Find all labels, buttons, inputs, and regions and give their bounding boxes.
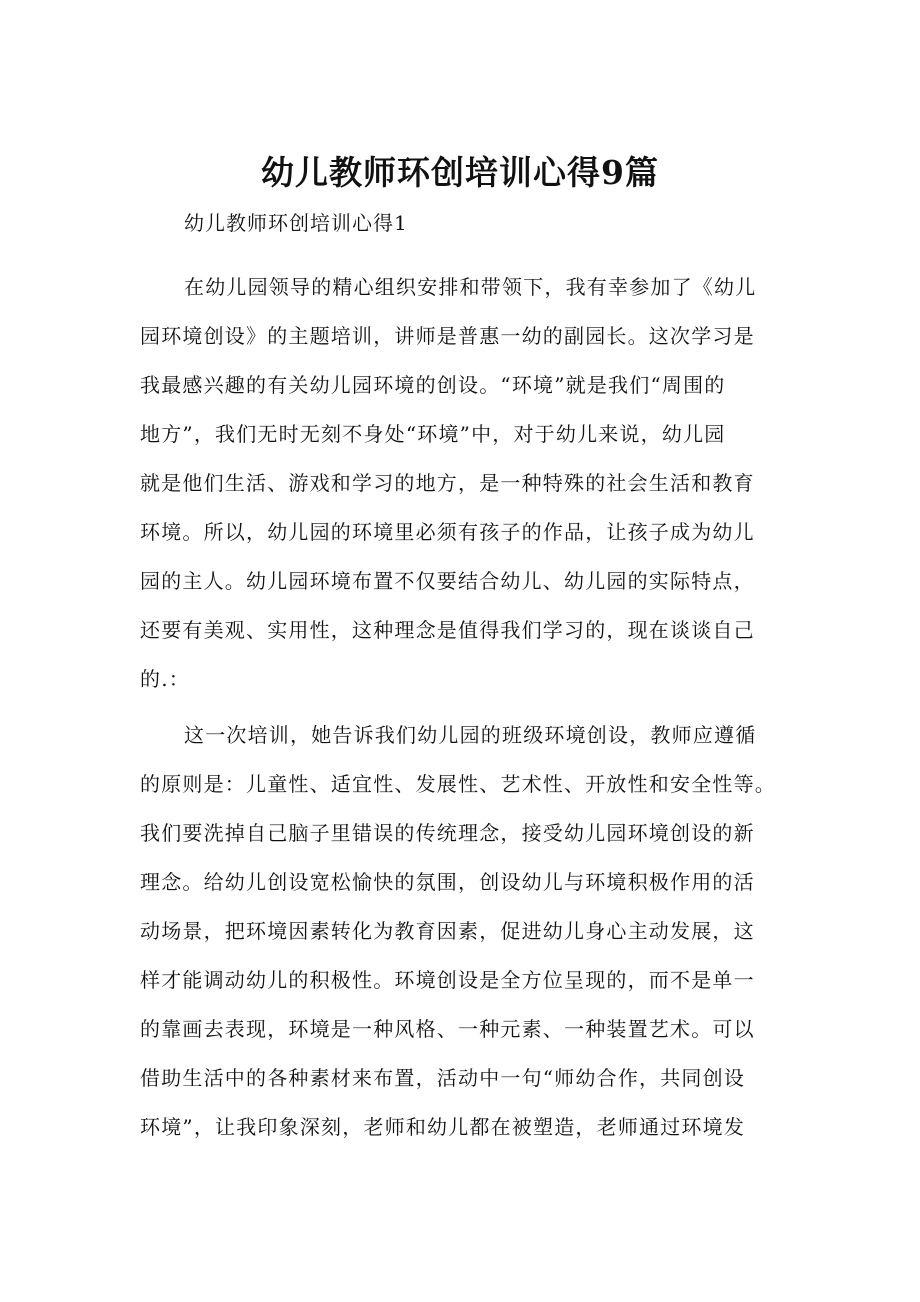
paragraph [140,720,820,1161]
paragraph-line: 环境”，让我印象深刻，老师和幼儿都在被塑造，老师通过环境发 [140,1115,746,1139]
paragraph-line: 借助生活中的各种素材来布置，活动中一句“师幼合作，共同创设 [140,1066,746,1090]
paragraph-line: 地方”，我们无时无刻不身处“环境”中，对于幼儿来说，幼儿园 [140,422,726,446]
paragraph-line: 的原则是：儿童性、适宜性、发展性、艺术性、开放性和安全性等。 [140,772,776,796]
paragraph-line: 环境。所以，幼儿园的环境里必须有孩子的作品，让孩子成为幼儿 [140,520,755,544]
paragraph-line: 我们要洗掉自己脑子里错误的传统理念，接受幼儿园环境创设的新 [140,821,755,845]
paragraph-line: 的.： [140,667,190,691]
paragraph-line: 园环境创设》的主题培训，讲师是普惠一幼的副园长。这次学习是 [140,324,755,348]
paragraph-line: 的靠画去表现，环境是一种风格、一种元素、一种装置艺术。可以 [140,1017,755,1041]
paragraph-line: 园的主人。幼儿园环境布置不仅要结合幼儿、幼儿园的实际特点， [140,569,755,593]
paragraph-line: 在幼儿园领导的精心组织安排和带领下，我有幸参加了《幼儿 [184,275,757,299]
document-title: 幼儿教师环创培训心得9篇 [261,153,659,192]
paragraph-line: 还要有美观、实用性，这种理念是值得我们学习的，现在谈谈自己 [140,618,755,642]
paragraph-line: 这一次培训，她告诉我们幼儿园的班级环境创设，教师应遵循 [184,723,757,747]
paragraph-line: 动场景，把环境因素转化为教育因素，促进幼儿身心主动发展，这 [140,919,755,943]
paragraph-line: 理念。给幼儿创设宽松愉快的氛围，创设幼儿与环境积极作用的活 [140,870,755,894]
paragraph [140,272,820,713]
paragraph-line: 就是他们生活、游戏和学习的地方，是一种特殊的社会生活和教育 [140,471,755,495]
section-heading: 幼儿教师环创培训心得1 [184,211,408,235]
paragraph-line: 样才能调动幼儿的积极性。环境创设是全方位呈现的，而不是单一 [140,968,755,992]
paragraph-line: 我最感兴趣的有关幼儿园环境的创设。“环境”就是我们“周围的 [140,373,726,397]
